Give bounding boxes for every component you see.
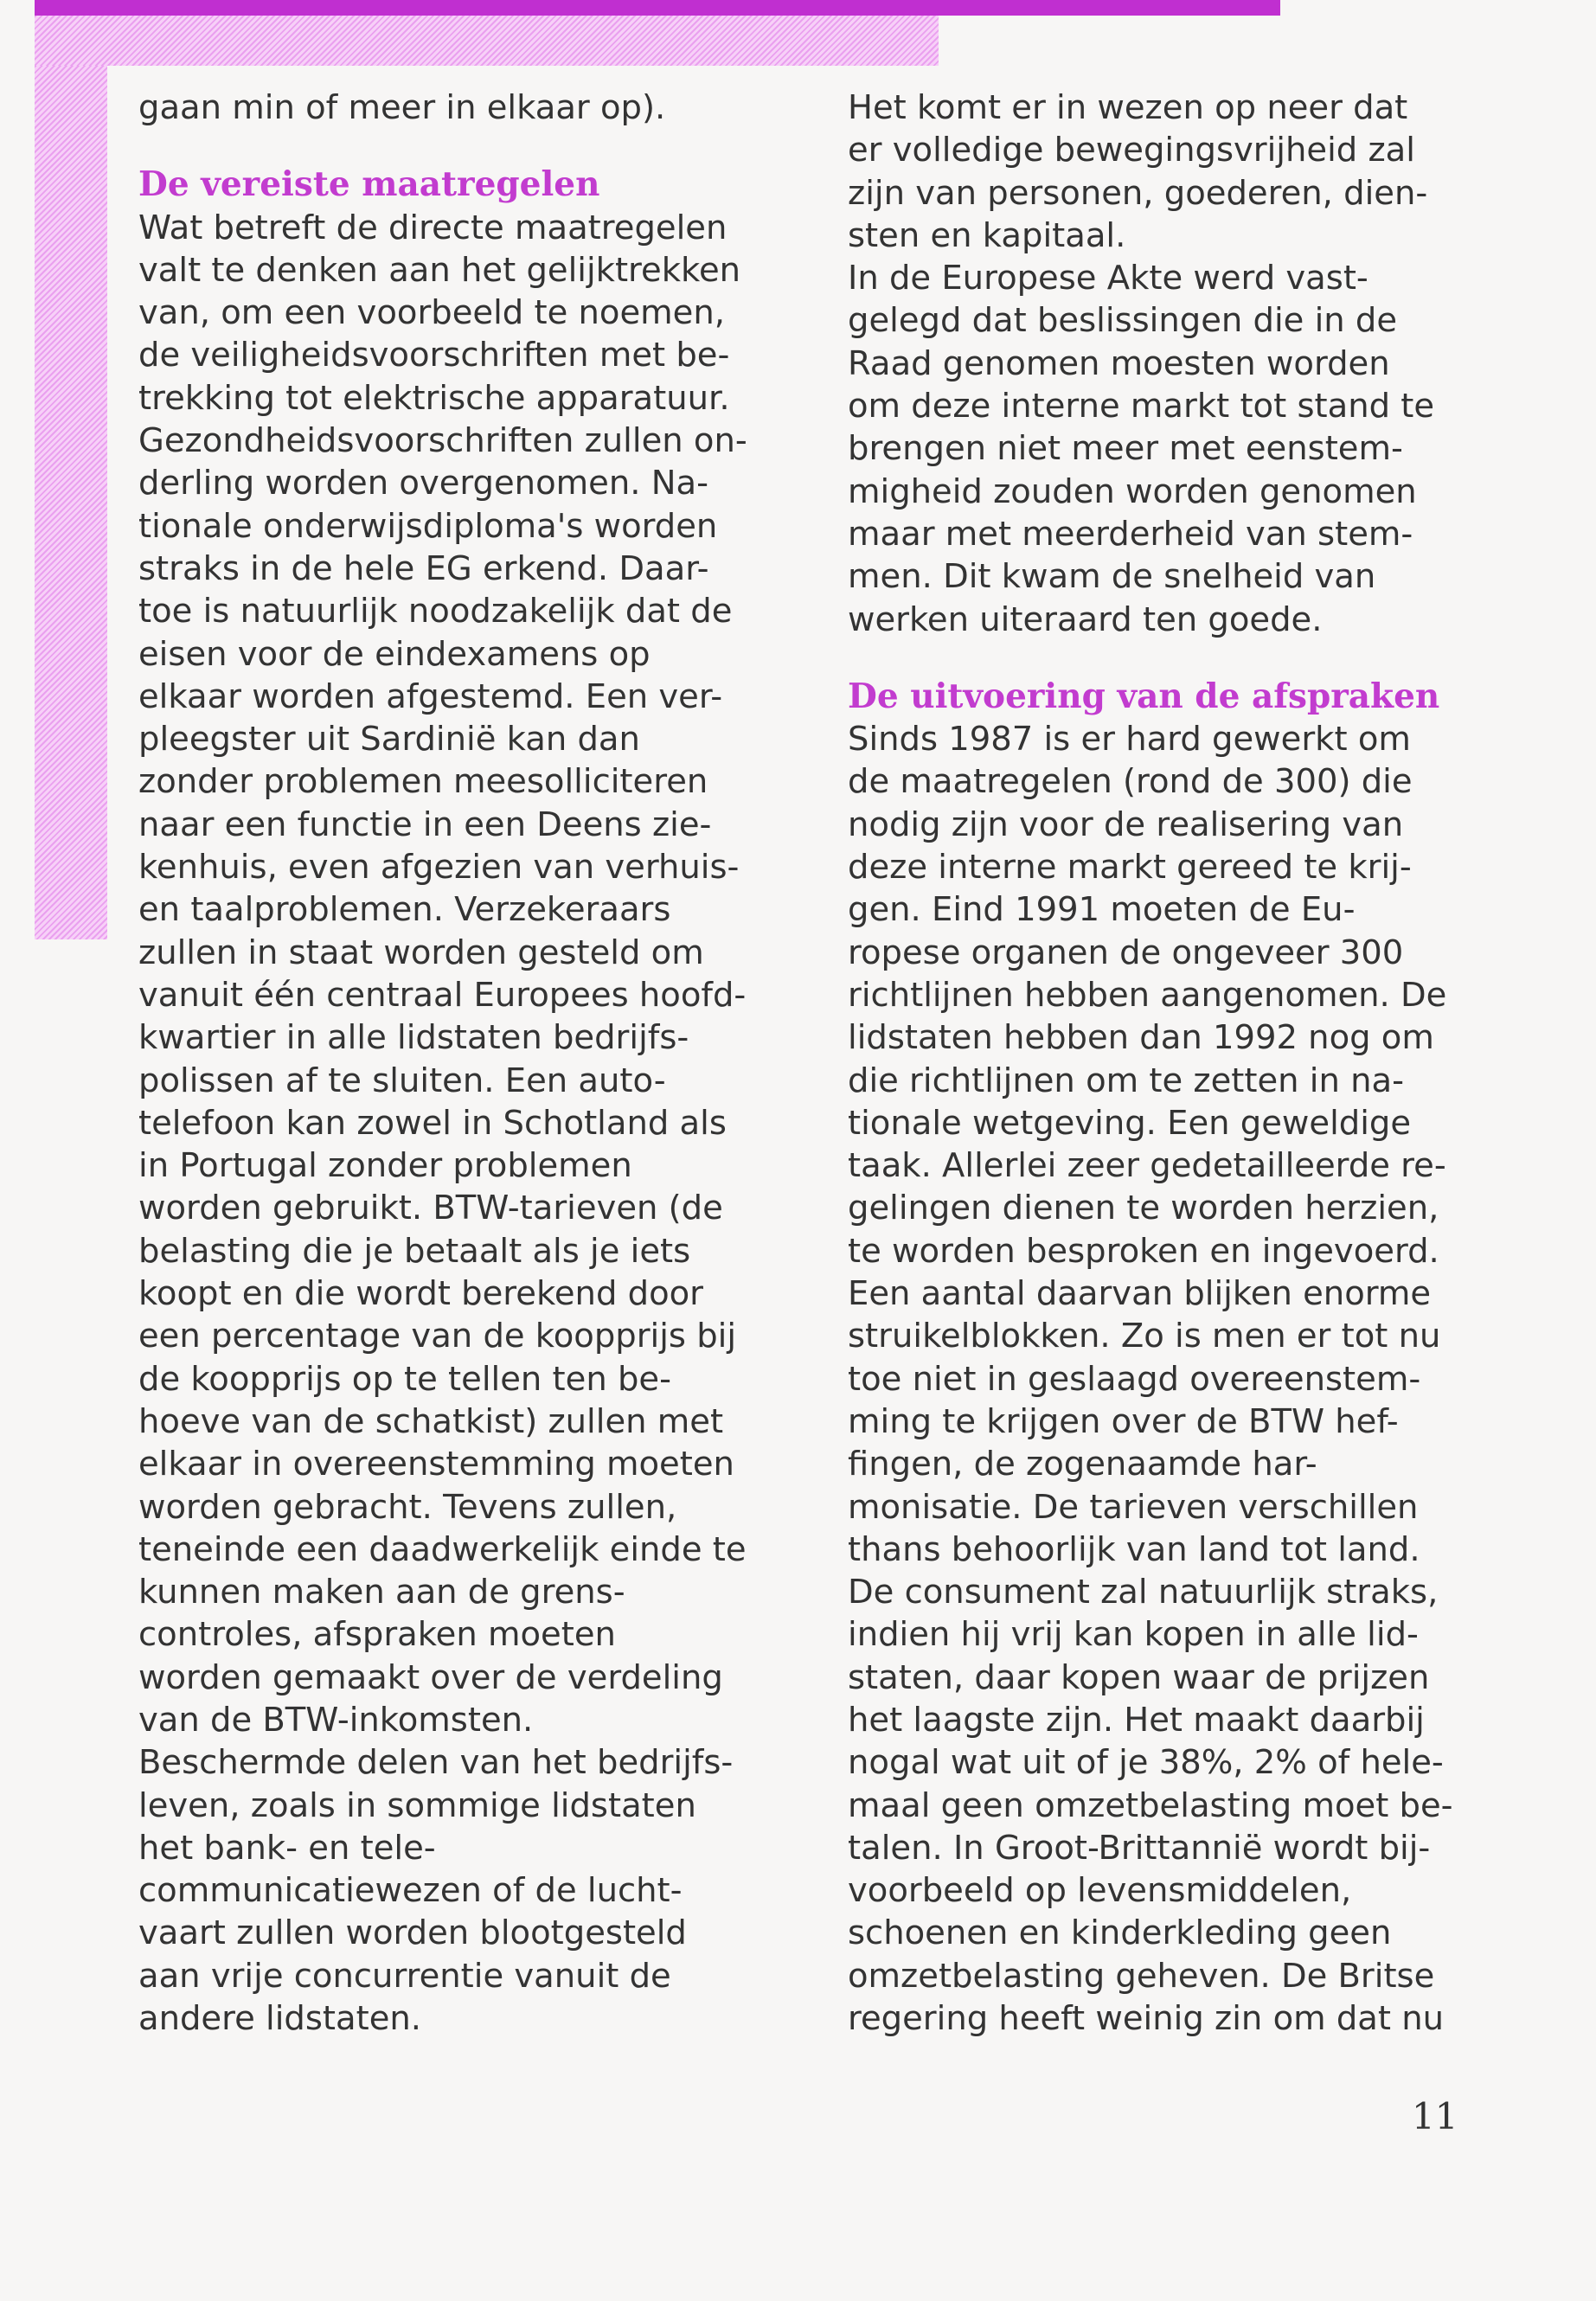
left-column [138,87,779,2040]
text-line: naar een functie in een Deens zie- [138,804,712,844]
text-line: om deze interne markt tot stand te [848,387,1435,426]
text-line: sten en kapitaal. [848,215,1126,255]
text-line: elkaar in overeenstemming moeten [138,1445,734,1484]
text-line: staten, daar kopen waar de prijzen [848,1657,1430,1697]
text-line: In de Europese Akte werd vast- [848,259,1368,298]
text-line: De consument zal natuurlijk straks, [848,1573,1439,1612]
text-line: kwartier in alle lidstaten bedrijfs- [138,1018,689,1058]
text-line: belasting die je betaalt als je iets [138,1231,691,1271]
text-line: taak. Allerlei zeer gedetailleerde re- [848,1146,1446,1186]
text-line: koopt en die wordt berekend door [138,1274,704,1314]
text-line: tionale onderwijsdiploma's worden [138,506,718,546]
text-line: kunnen maken aan de grens- [138,1573,625,1612]
text-line: controles, afspraken moeten [138,1615,616,1655]
text-line: fingen, de zogenaamde har- [848,1445,1317,1484]
text-line: vaart zullen worden blootgesteld [138,1913,687,1953]
text-line: trekking tot elektrische apparatuur. [138,378,730,418]
text-line: omzetbelasting geheven. De Britse [848,1956,1435,1996]
top-accent-bar [35,0,1280,16]
text-line: van, om een voorbeeld te noemen, [138,293,725,333]
text-line: in Portugal zonder problemen [138,1146,632,1186]
section-heading-uitvoering: De uitvoering van de afspraken [848,676,1440,716]
text-line: er volledige bewegingsvrijheid zal [848,131,1415,170]
intro-line: gaan min of meer in elkaar op). [138,88,666,127]
right-column [848,87,1522,2040]
text-line: een percentage van de koopprijs bij [138,1317,737,1356]
text-line: Het komt er in wezen op neer dat [848,88,1408,127]
text-line: eisen voor de eindexamens op [138,634,651,674]
text-line: talen. In Groot-Brittannië wordt bij- [848,1828,1431,1868]
text-line: migheid zouden worden genomen [848,471,1417,511]
text-line: communicatiewezen of de lucht- [138,1871,683,1911]
text-line: andere lidstaten. [138,1999,422,2039]
right-body-text [848,718,1522,2040]
text-line: derling worden overgenomen. Na- [138,464,708,503]
text-line: die richtlijnen om te zetten in na- [848,1061,1405,1100]
text-line: Wat betreft de directe maatregelen [138,208,727,247]
text-line: straks in de hele EG erkend. Daar- [138,548,709,588]
text-line: maar met meerderheid van stem- [848,514,1413,554]
text-line: men. Dit kwam de snelheid van [848,557,1376,597]
text-line: indien hij vrij kan kopen in alle lid- [848,1615,1419,1655]
right-intro-text [848,87,1522,641]
text-line: aan vrije concurrentie vanuit de [138,1956,671,1996]
text-line: de maatregelen (rond de 300) die [848,762,1413,802]
text-line: worden gebracht. Tevens zullen, [138,1487,677,1527]
text-line: monisatie. De tarieven verschillen [848,1487,1419,1527]
text-line: toe is natuurlijk noodzakelijk dat de [138,592,733,631]
text-line: schoenen en kinderkleding geen [848,1913,1392,1953]
text-line: zijn van personen, goederen, dien- [848,173,1428,213]
hatched-header-band [35,16,939,66]
text-line: tionale wetgeving. Een geweldige [848,1103,1412,1143]
text-line: Sinds 1987 is er hard gewerkt om [848,720,1411,760]
left-body-text [138,207,779,2041]
text-line: elkaar worden afgestemd. Een ver- [138,676,723,716]
section-heading-maatregelen: De vereiste maatregelen [138,164,600,205]
text-line: gen. Eind 1991 moeten de Eu- [848,890,1356,930]
text-line: Raad genomen moesten worden [848,343,1390,383]
hatched-side-band [35,66,107,939]
text-line: ming te krijgen over de BTW hef- [848,1401,1399,1441]
text-line: kenhuis, even afgezien van verhuis- [138,848,740,888]
text-line: van de BTW-inkomsten. [138,1700,534,1740]
text-line: lidstaten hebben dan 1992 nog om [848,1018,1434,1058]
text-line: gelingen dienen te worden herzien, [848,1189,1439,1228]
text-line: Beschermde delen van het bedrijfs- [138,1743,734,1783]
text-line: nogal wat uit of je 38%, 2% of hele- [848,1743,1444,1783]
text-line: Gezondheidsvoorschriften zullen on- [138,421,747,461]
text-line: vanuit één centraal Europees hoofd- [138,975,747,1015]
text-line: telefoon kan zowel in Schotland als [138,1103,727,1143]
text-line: struikelblokken. Zo is men er tot nu [848,1317,1441,1356]
text-line: thans behoorlijk van land tot land. [848,1529,1420,1569]
text-line: Een aantal daarvan blijken enorme [848,1274,1432,1314]
text-line: richtlijnen hebben aangenomen. De [848,975,1447,1015]
text-line: deze interne markt gereed te krij- [848,848,1412,888]
text-line: maal geen omzetbelasting moet be- [848,1785,1453,1825]
text-line: het bank- en tele- [138,1828,436,1868]
text-line: brengen niet meer met eenstem- [848,429,1403,469]
text-line: en taalproblemen. Verzekeraars [138,890,671,930]
text-line: leven, zoals in sommige lidstaten [138,1785,696,1825]
text-line: toe niet in geslaagd overeenstem- [848,1359,1421,1399]
page-number: 11 [1412,2095,1458,2138]
text-line: zullen in staat worden gesteld om [138,933,704,972]
text-line: de veiligheidsvoorschriften met be- [138,336,730,375]
text-line: nodig zijn voor de realisering van [848,804,1404,844]
text-line: voorbeeld op levensmiddelen, [848,1871,1352,1911]
text-line: ropese organen de ongeveer 300 [848,933,1404,972]
text-line: teneinde een daadwerkelijk einde te [138,1529,747,1569]
text-line: polissen af te sluiten. Een auto- [138,1061,666,1100]
text-line: valt te denken aan het gelijktrekken [138,250,741,290]
text-line: werken uiteraard ten goede. [848,599,1323,639]
text-line: gelegd dat beslissingen die in de [848,301,1398,341]
text-line: te worden besproken en ingevoerd. [848,1231,1439,1271]
text-line: zonder problemen meesolliciteren [138,762,708,802]
text-line: worden gebruikt. BTW-tarieven (de [138,1189,723,1228]
text-line: regering heeft weinig zin om dat nu [848,1999,1445,2039]
text-line: pleegster uit Sardinië kan dan [138,720,640,760]
text-line: worden gemaakt over de verdeling [138,1657,723,1697]
text-line: de koopprijs op te tellen ten be- [138,1359,671,1399]
text-line: hoeve van de schatkist) zullen met [138,1401,724,1441]
text-line: het laagste zijn. Het maakt daarbij [848,1700,1425,1740]
